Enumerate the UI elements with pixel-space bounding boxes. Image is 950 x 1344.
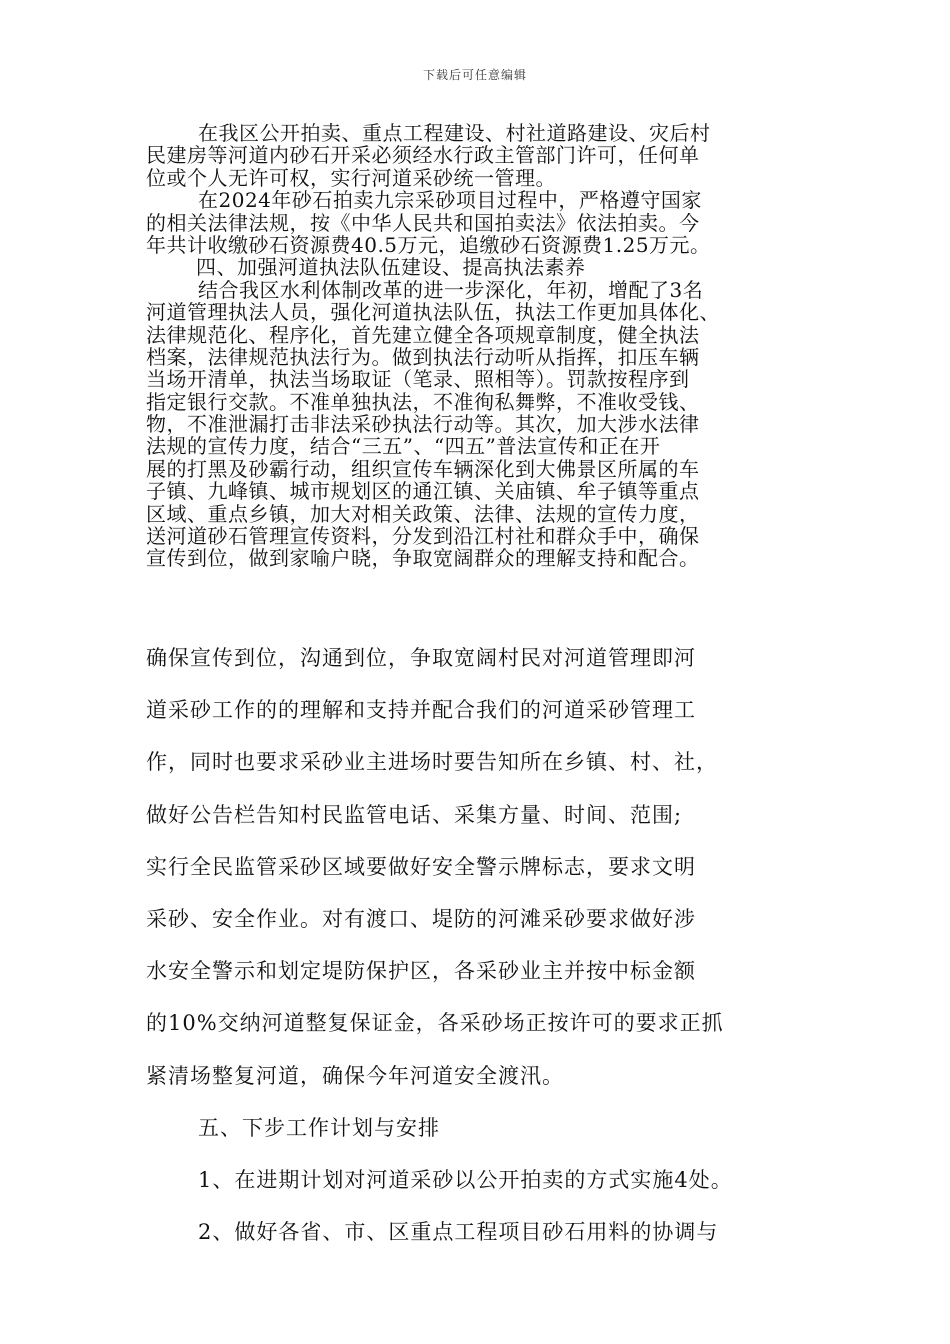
paragraph-line: 送河道砂石管理宣传资料，分发到沿江村社和群众手中，确保 <box>146 524 700 549</box>
paragraph-line: 结合我区水利体制改革的进一步深化，年初，增配了3名 <box>198 277 704 302</box>
paragraph-line: 紧清场整复河道，确保今年河道安全渡汛。 <box>146 1063 564 1088</box>
section-heading: 五、下步工作计划与安排 <box>198 1115 440 1140</box>
paragraph-line: 确保宣传到位，沟通到位，争取宽阔村民对河道管理即河 <box>146 646 696 670</box>
paragraph-line: 区域、重点乡镇，加大对相关政策、法律、法规的宣传力度， <box>146 501 700 526</box>
paragraph-line: 物，不准泄漏打击非法采砂执法行动等。其次，加大涉水法律 <box>146 412 700 437</box>
paragraph-line: 河道管理执法人员，强化河道执法队伍，执法工作更加具体化、 <box>146 300 720 325</box>
list-item: 1、在进期计划对河道采砂以公开拍卖的方式实施4处。 <box>198 1167 733 1192</box>
paragraph-line: 道采砂工作的的理解和支持并配合我们的河道采砂管理工 <box>146 698 696 723</box>
paragraph-line: 在我区公开拍卖、重点工程建设、村社道路建设、灾后村 <box>198 121 711 145</box>
paragraph-line: 宣传到位，做到家喻户晓，争取宽阔群众的理解支持和配合。 <box>146 546 700 571</box>
paragraph-line: 民建房等河道内砂石开采必须经水行政主管部门许可，任何单 <box>146 143 700 168</box>
paragraph-line: 法规的宣传力度，结合“三五”、“四五”普法宣传和正在开 <box>146 434 661 459</box>
paragraph-line: 的10%交纳河道整复保证金，各采砂场正按许可的要求正抓 <box>146 1011 724 1036</box>
paragraph-line: 做好公告栏告知村民监管电话、采集方量、时间、范围; <box>146 802 683 827</box>
paragraph-line: 当场开清单，执法当场取证（笔录、照相等）。罚款按程序到 <box>146 367 690 392</box>
paragraph-line: 指定银行交款。不准单独执法，不准徇私舞弊，不准收受钱、 <box>146 389 700 414</box>
paragraph-line: 作，同时也要求采砂业主进场时要告知所在乡镇、村、社， <box>146 750 718 775</box>
list-item: 2、做好各省、市、区重点工程项目砂石用料的协调与 <box>198 1220 719 1245</box>
section-heading: 四、加强河道执法队伍建设、提高执法素养 <box>196 255 586 280</box>
paragraph-line: 的相关法律法规，按《中华人民共和国拍卖法》依法拍卖。今 <box>146 210 700 235</box>
paragraph-line: 展的打黑及砂霸行动，组织宣传车辆深化到大佛景区所属的车 <box>146 456 700 481</box>
page-header-note: 下载后可任意编辑 <box>422 68 527 82</box>
paragraph-line: 水安全警示和划定堤防保护区，各采砂业主并按中标金额 <box>146 959 696 984</box>
paragraph-line: 年共计收缴砂石资源费40.5万元，追缴砂石资源费1.25万元。 <box>146 232 711 257</box>
paragraph-line: 子镇、九峰镇、城市规划区的通江镇、关庙镇、牟子镇等重点 <box>146 479 700 504</box>
paragraph-line: 在2024年砂石拍卖九宗采砂项目过程中，严格遵守国家 <box>198 188 702 213</box>
body-text-block-large <box>146 632 814 1258</box>
body-text-block-small <box>146 122 814 570</box>
paragraph-line: 法律规范化、程序化，首先建立健全各项规章制度，健全执法 <box>146 322 700 347</box>
paragraph-line: 实行全民监管采砂区域要做好安全警示牌标志，要求文明 <box>146 854 696 879</box>
paragraph-line: 采砂、安全作业。对有渡口、堤防的河滩采砂要求做好涉 <box>146 906 696 931</box>
paragraph-line: 档案，法律规范执法行为。做到执法行动听从指挥，扣压车辆 <box>146 344 700 369</box>
paragraph-line: 位或个人无许可权，实行河道采砂统一管理。 <box>146 165 556 190</box>
